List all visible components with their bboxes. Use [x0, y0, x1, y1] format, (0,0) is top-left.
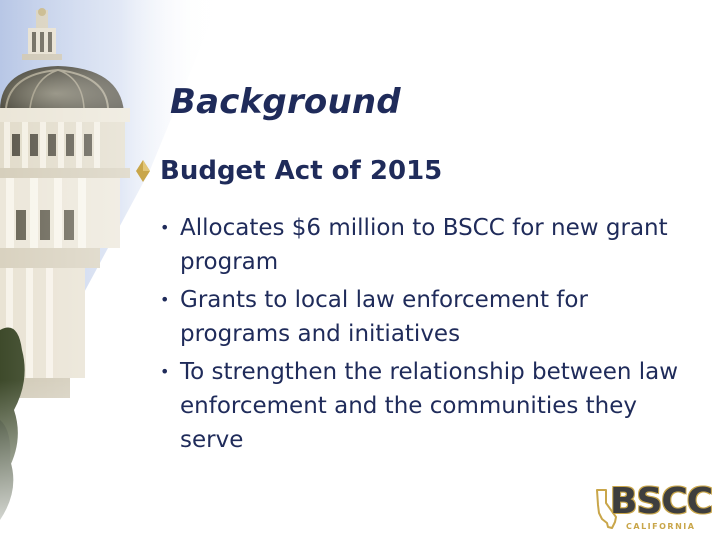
bullet-item	[158, 355, 703, 457]
bullet-item	[158, 283, 703, 351]
bullet-marker: •	[160, 218, 170, 237]
bullet-marker: •	[160, 290, 170, 309]
bullet-text: Allocates $6 million to BSCC for new grant program	[180, 215, 668, 275]
bullet-item	[158, 211, 703, 279]
slide-title: Background	[170, 82, 401, 122]
bullet-text: To strengthen the relationship between law enforcement and the communities they serve	[180, 359, 679, 453]
slide-heading: Budget Act of 2015	[160, 156, 443, 186]
heading-row	[136, 156, 442, 186]
logo-subtitle: CALIFORNIA	[626, 522, 696, 531]
logo-wordmark: BSCC	[610, 481, 713, 522]
diamond-icon	[136, 160, 150, 182]
bullet-text: Grants to local law enforcement for programs and initiatives	[180, 287, 588, 347]
bullet-list	[158, 211, 703, 461]
bscc-logo	[596, 481, 714, 532]
bullet-marker: •	[160, 362, 170, 381]
